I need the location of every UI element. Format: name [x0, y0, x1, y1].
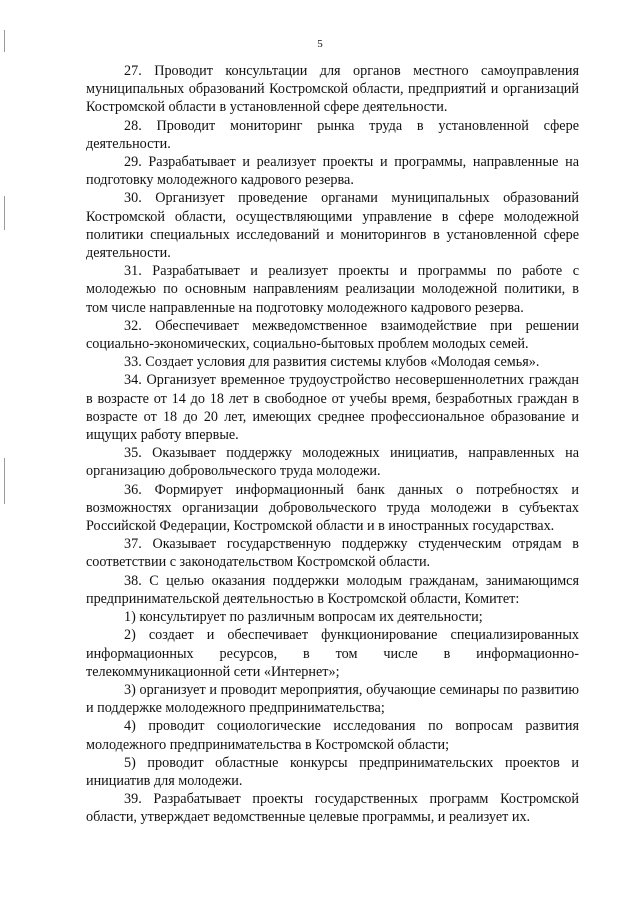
- list-item-2: 2) создает и обеспечивает функционирование специализированных информационных ресурсов, в том числе в информационно-телекоммуникационной сети «Интернет»;: [86, 627, 579, 680]
- list-item-3: 3) организует и проводит мероприятия, обучающие семинары по развитию и поддержке молодежного предпринимательства;: [86, 681, 579, 717]
- paragraph-32: 32. Обеспечивает межведомственное взаимодействие при решении социально-экономических, социально-бытовых проблем молодых семей.: [86, 317, 579, 353]
- paragraph-37: 37. Оказывает государственную поддержку студенческим отрядам в соответствии с законодательством Костромской области.: [86, 536, 579, 571]
- paragraph-36: 36. Формирует информационный банк данных о потребностях и возможностях организации добровольческого труда молодежи в субъектах Российской Федерации, Костромской области и в иностранных государствах.: [86, 481, 579, 535]
- scan-margin-marks: [0, 0, 12, 905]
- list-item-4: 4) проводит социологические исследования по вопросам развития молодежного предпринимательства в Костромской области;: [86, 718, 579, 753]
- paragraph-28: 28. Проводит мониторинг рынка труда в установленной сфере деятельности.: [86, 117, 579, 152]
- paragraph-38: 38. С целью оказания поддержки молодым гражданам, занимающимся предпринимательской деятельностью в Костромской области, Комитет:: [86, 572, 579, 607]
- paragraph-27: 27. Проводит консультации для органов местного самоуправления муниципальных образований Костромской области, предприятий и организаций Костромской области в установленной сфере деятельности.: [86, 63, 579, 116]
- scan-mark: [4, 196, 5, 230]
- scan-mark: [4, 458, 5, 504]
- document-body: [86, 62, 579, 827]
- paragraph-31: 31. Разрабатывает и реализует проекты и программы по работе с молодежью по основным направлениям реализации молодежной политики, в том числе направленные на подготовку молодежного кадрового резерва.: [86, 263, 579, 316]
- list-item-5: 5) проводит областные конкурсы предпринимательских проектов и инициатив для молодежи.: [86, 754, 579, 789]
- paragraph-39: 39. Разрабатывает проекты государственных программ Костромской области, утверждает ведомственные целевые программы, и реализует их.: [86, 791, 579, 826]
- paragraph-34: 34. Организует временное трудоустройство несовершеннолетних граждан в возрасте от 14 до 18 лет в свободное от учебы время, безработных граждан в возрасте от 18 до 20 лет, имеющих среднее профессиональное образование и ищущих работу впервые.: [86, 372, 579, 444]
- paragraph-33: 33. Создает условия для развития системы клубов «Молодая семья».: [124, 354, 540, 371]
- paragraph-29: 29. Разрабатывает и реализует проекты и программы, направленные на подготовку молодежного кадрового резерва.: [86, 154, 579, 189]
- paragraph-35: 35. Оказывает поддержку молодежных инициатив, направленных на организацию добровольческого труда молодежи.: [86, 445, 579, 480]
- paragraph-30: 30. Организует проведение органами муниципальных образований Костромской области, осуществляющими управление в сфере молодежной политики специальных исследований и мониторингов в установленной сфере деятельности.: [86, 190, 579, 262]
- list-item-1: 1) консультирует по различным вопросам их деятельности;: [124, 609, 483, 626]
- page-number: 5: [317, 38, 323, 50]
